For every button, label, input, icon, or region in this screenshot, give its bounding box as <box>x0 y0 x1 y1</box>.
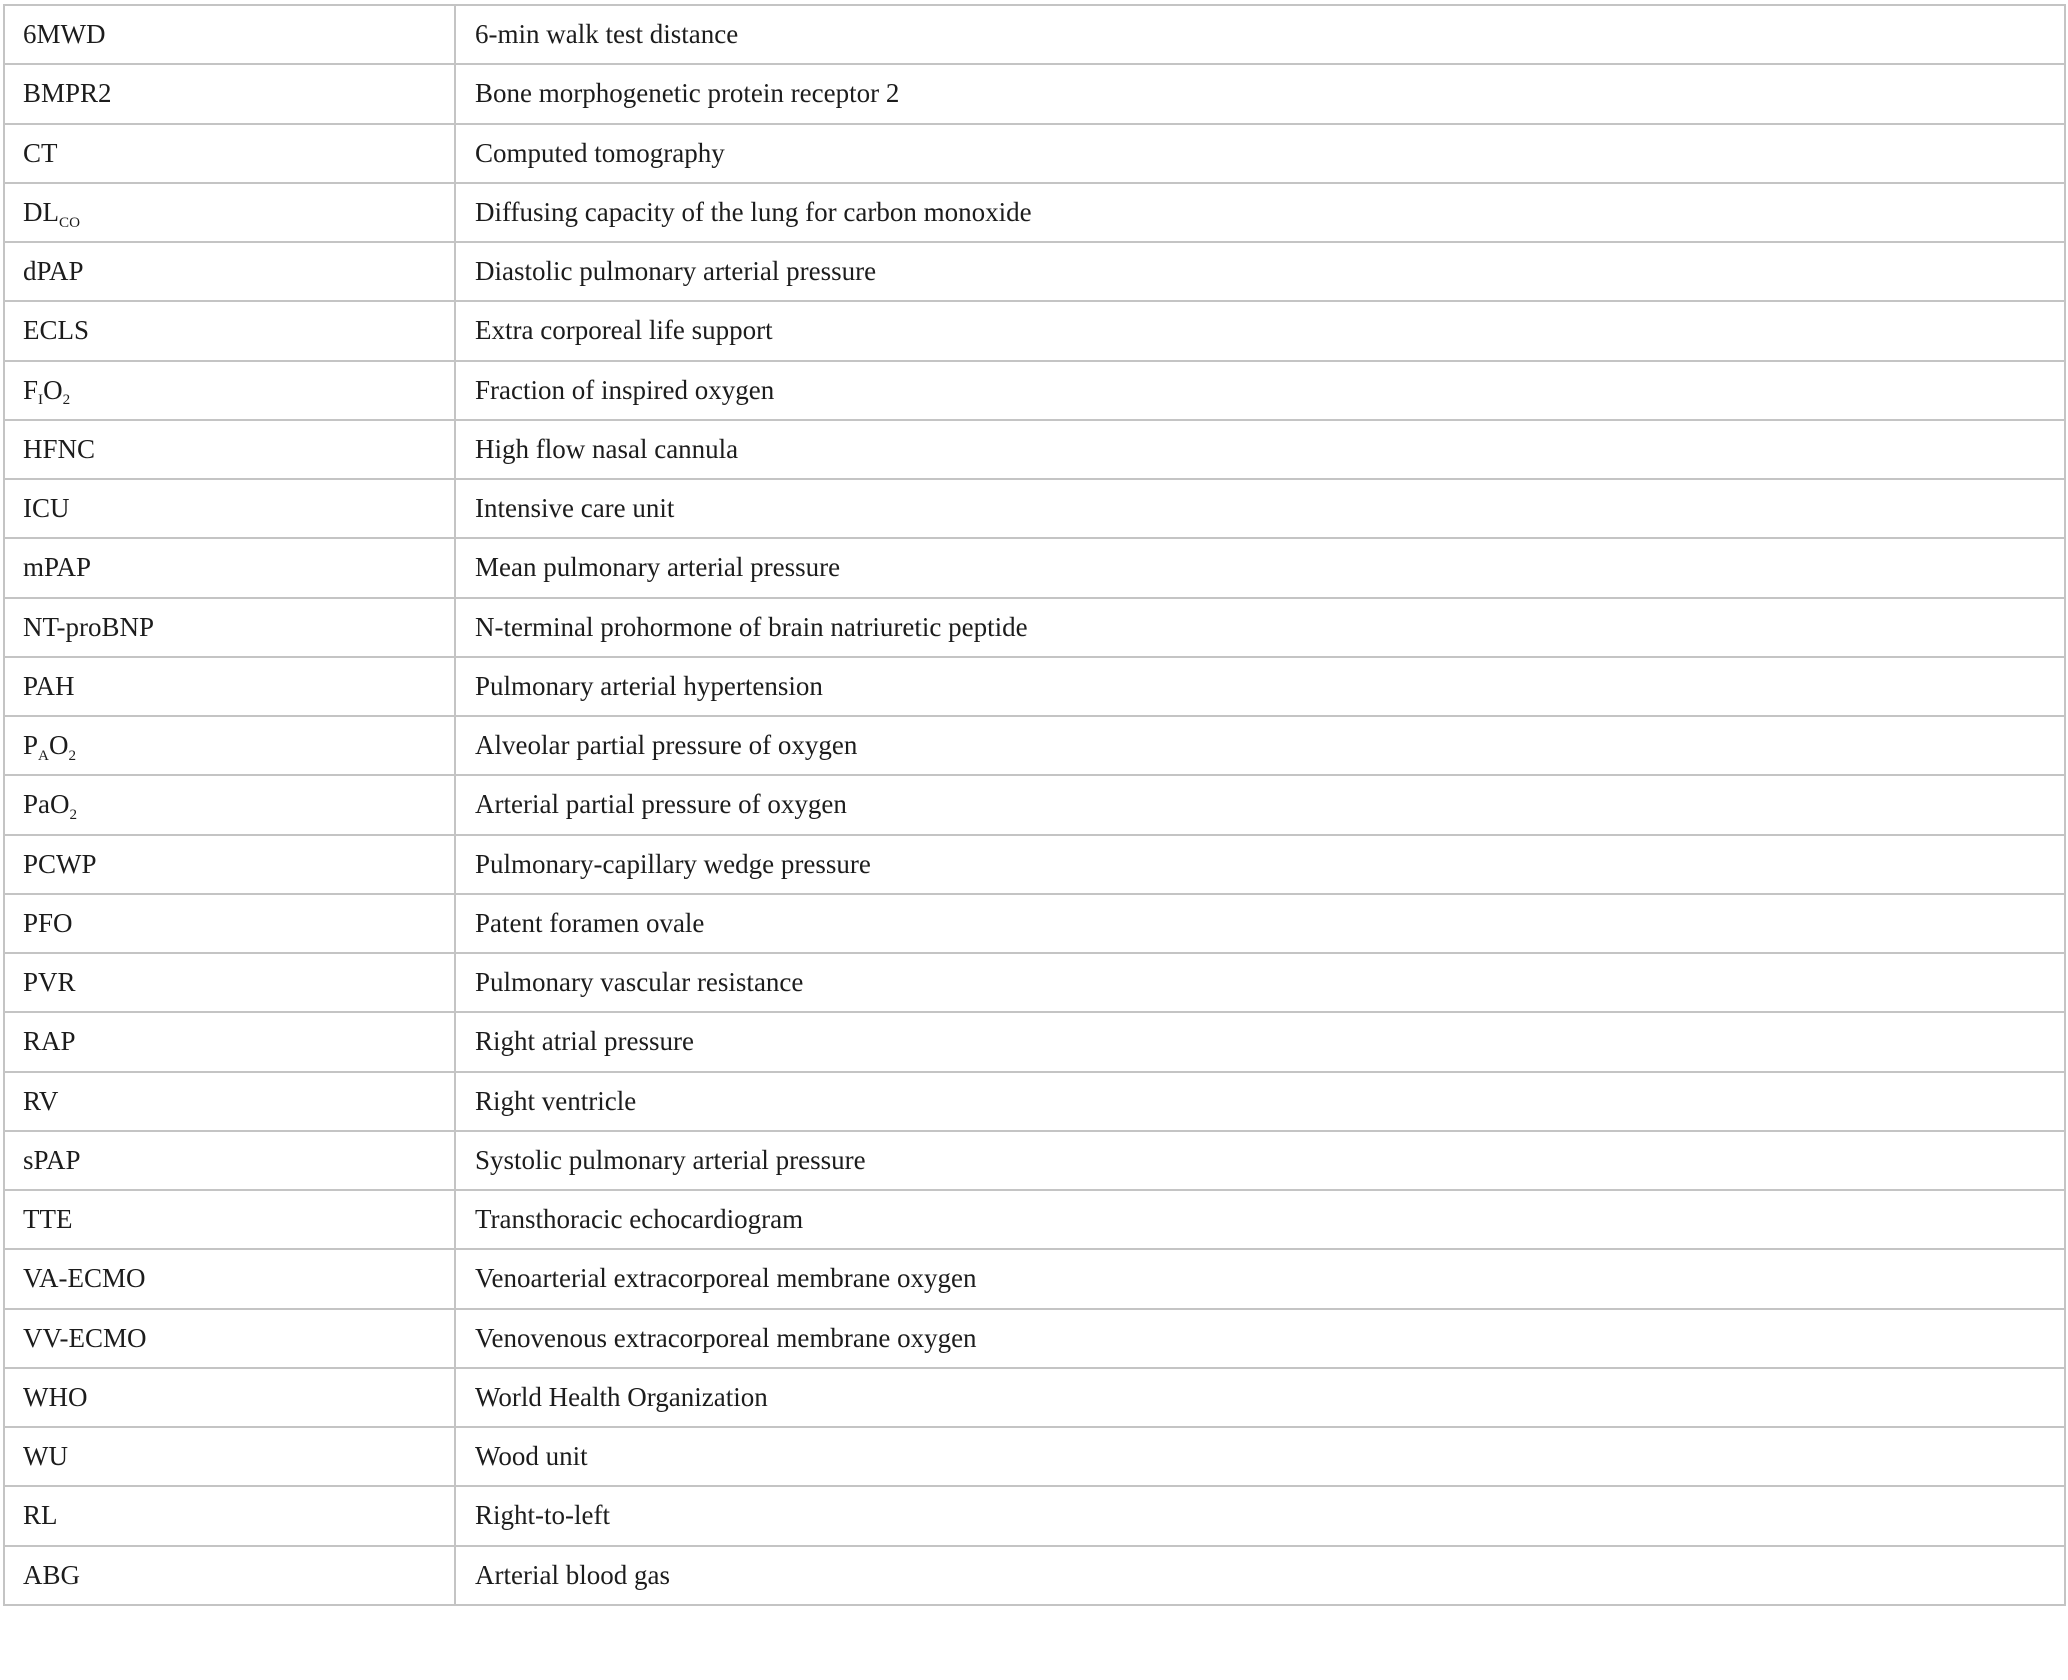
definition-text: Diastolic pulmonary arterial pressure <box>475 256 877 287</box>
abbreviation-text: TTE <box>23 1204 73 1235</box>
definition-text: Mean pulmonary arterial pressure <box>475 552 841 583</box>
abbreviation-cell <box>4 538 455 597</box>
definition-cell <box>455 657 2065 716</box>
abbreviations-table <box>3 4 2066 1606</box>
abbreviation-text: CT <box>23 137 58 168</box>
abbreviation-subscript: A <box>38 747 49 764</box>
abbreviation-text: sPAP <box>23 1144 81 1175</box>
abbreviation-cell <box>4 1368 455 1427</box>
table-row <box>4 1190 2065 1249</box>
abbreviation-cell <box>4 775 455 834</box>
table-row <box>4 420 2065 479</box>
abbreviation-text: VA-ECMO <box>23 1263 146 1294</box>
abbreviation-text: PCWP <box>23 848 97 879</box>
table-row <box>4 598 2065 657</box>
abbreviation-text: ECLS <box>23 315 90 346</box>
abbreviation-cell <box>4 1072 455 1131</box>
abbreviation-text: VV-ECMO <box>23 1322 147 1353</box>
abbreviations-table-body <box>4 5 2065 1605</box>
definition-cell <box>455 479 2065 538</box>
definition-cell <box>455 64 2065 123</box>
abbreviation-cell <box>4 242 455 301</box>
abbreviation-text: NT-proBNP <box>23 611 155 642</box>
definition-cell <box>455 1190 2065 1249</box>
abbreviation-cell <box>4 361 455 420</box>
definition-cell <box>455 1368 2065 1427</box>
definition-cell <box>455 5 2065 64</box>
definition-text: 6-min walk test distance <box>475 19 739 50</box>
abbreviation-cell <box>4 1546 455 1605</box>
abbreviation-cell <box>4 1309 455 1368</box>
definition-text: Right-to-left <box>475 1500 610 1531</box>
table-row <box>4 5 2065 64</box>
abbreviation-text-tail: O <box>48 730 69 761</box>
definition-text: Fraction of inspired oxygen <box>475 374 775 405</box>
definition-text: Venoarterial extracorporeal membrane oxygen <box>475 1263 977 1294</box>
abbreviation-text: PAH <box>23 670 75 701</box>
definition-cell <box>455 1546 2065 1605</box>
abbreviation-text: DL <box>23 196 59 227</box>
definition-cell <box>455 716 2065 775</box>
definition-text: Transthoracic echocardiogram <box>475 1204 804 1235</box>
abbreviation-cell <box>4 894 455 953</box>
abbreviation-cell <box>4 1249 455 1308</box>
definition-text: Alveolar partial pressure of oxygen <box>475 730 858 761</box>
definition-text: Right ventricle <box>475 1085 637 1116</box>
abbreviation-tail-subscript: 2 <box>68 747 77 764</box>
definition-cell <box>455 1309 2065 1368</box>
abbreviation-text: ABG <box>23 1559 81 1590</box>
definition-text: N-terminal prohormone of brain natriuretic peptide <box>475 611 1028 642</box>
definition-text: Pulmonary-capillary wedge pressure <box>475 848 871 879</box>
abbreviation-text-tail: O <box>43 374 63 405</box>
definition-text: Extra corporeal life support <box>475 315 773 346</box>
definition-cell <box>455 953 2065 1012</box>
abbreviation-cell <box>4 124 455 183</box>
definition-text: Right atrial pressure <box>475 1026 694 1057</box>
abbreviation-cell <box>4 716 455 775</box>
table-row <box>4 894 2065 953</box>
table-row <box>4 124 2065 183</box>
definition-cell <box>455 1131 2065 1190</box>
definition-cell <box>455 538 2065 597</box>
abbreviation-cell <box>4 657 455 716</box>
abbreviation-text: dPAP <box>23 256 84 287</box>
definition-cell <box>455 835 2065 894</box>
table-row <box>4 1012 2065 1071</box>
abbreviation-cell <box>4 1190 455 1249</box>
table-row <box>4 1309 2065 1368</box>
table-row <box>4 538 2065 597</box>
abbreviation-text: ICU <box>23 493 70 524</box>
abbreviation-cell <box>4 5 455 64</box>
abbreviation-text: P <box>23 730 39 761</box>
definition-text: Arterial partial pressure of oxygen <box>475 789 847 820</box>
abbreviation-text: RAP <box>23 1026 76 1057</box>
definition-cell <box>455 301 2065 360</box>
abbreviation-subscript: I <box>38 392 44 409</box>
abbreviation-text: WU <box>23 1441 68 1472</box>
table-row <box>4 479 2065 538</box>
definition-text: Intensive care unit <box>475 493 675 524</box>
definition-cell <box>455 242 2065 301</box>
table-row <box>4 1486 2065 1545</box>
abbreviation-cell <box>4 1012 455 1071</box>
abbreviation-cell <box>4 64 455 123</box>
abbreviation-cell <box>4 835 455 894</box>
abbreviation-cell <box>4 1486 455 1545</box>
abbreviation-tail-subscript: 2 <box>62 392 71 409</box>
table-row <box>4 835 2065 894</box>
abbreviation-cell <box>4 183 455 242</box>
abbreviation-text: mPAP <box>23 552 92 583</box>
definition-text: Arterial blood gas <box>475 1559 670 1590</box>
abbreviation-subscript: 2 <box>69 807 78 824</box>
abbreviation-text: PFO <box>23 907 73 938</box>
abbreviation-subscript: CO <box>59 214 80 231</box>
definition-cell <box>455 598 2065 657</box>
table-row <box>4 1131 2065 1190</box>
definition-cell <box>455 775 2065 834</box>
abbreviation-text: HFNC <box>23 433 96 464</box>
abbreviation-cell <box>4 1427 455 1486</box>
definition-cell <box>455 361 2065 420</box>
abbreviation-text: RV <box>23 1085 59 1116</box>
table-row <box>4 1368 2065 1427</box>
abbreviation-cell <box>4 953 455 1012</box>
abbreviation-text: 6MWD <box>23 19 106 50</box>
definition-cell <box>455 1427 2065 1486</box>
definition-cell <box>455 183 2065 242</box>
definition-text: Diffusing capacity of the lung for carbon monoxide <box>475 196 1032 227</box>
definition-cell <box>455 124 2065 183</box>
definition-cell <box>455 1486 2065 1545</box>
table-row <box>4 64 2065 123</box>
table-row <box>4 301 2065 360</box>
definition-text: Computed tomography <box>475 137 725 168</box>
table-row <box>4 361 2065 420</box>
definition-cell <box>455 1072 2065 1131</box>
definition-text: Systolic pulmonary arterial pressure <box>475 1144 866 1175</box>
abbreviation-text: BMPR2 <box>23 78 112 109</box>
definition-text: Patent foramen ovale <box>475 907 705 938</box>
table-row <box>4 716 2065 775</box>
abbreviation-text: PVR <box>23 967 76 998</box>
table-row <box>4 1249 2065 1308</box>
definition-text: Pulmonary arterial hypertension <box>475 670 823 701</box>
definition-cell <box>455 1249 2065 1308</box>
definition-cell <box>455 1012 2065 1071</box>
abbreviation-text: RL <box>23 1500 58 1531</box>
table-row <box>4 1072 2065 1131</box>
table-row <box>4 183 2065 242</box>
abbreviation-cell <box>4 479 455 538</box>
table-row <box>4 953 2065 1012</box>
table-row <box>4 775 2065 834</box>
table-row <box>4 657 2065 716</box>
definition-cell <box>455 420 2065 479</box>
definition-text: Pulmonary vascular resistance <box>475 967 804 998</box>
table-row <box>4 1427 2065 1486</box>
abbreviation-text: F <box>23 374 39 405</box>
definition-text: Venovenous extracorporeal membrane oxygen <box>475 1322 977 1353</box>
abbreviation-text: PaO <box>23 789 70 820</box>
table-row <box>4 1546 2065 1605</box>
abbreviation-cell <box>4 420 455 479</box>
definition-text: Bone morphogenetic protein receptor 2 <box>475 78 900 109</box>
table-row <box>4 242 2065 301</box>
abbreviation-cell <box>4 598 455 657</box>
abbreviation-text: WHO <box>23 1381 88 1412</box>
abbreviation-cell <box>4 301 455 360</box>
definition-cell <box>455 894 2065 953</box>
definition-text: High flow nasal cannula <box>475 433 739 464</box>
definition-text: World Health Organization <box>475 1381 768 1412</box>
abbreviation-cell <box>4 1131 455 1190</box>
definition-text: Wood unit <box>475 1441 588 1472</box>
